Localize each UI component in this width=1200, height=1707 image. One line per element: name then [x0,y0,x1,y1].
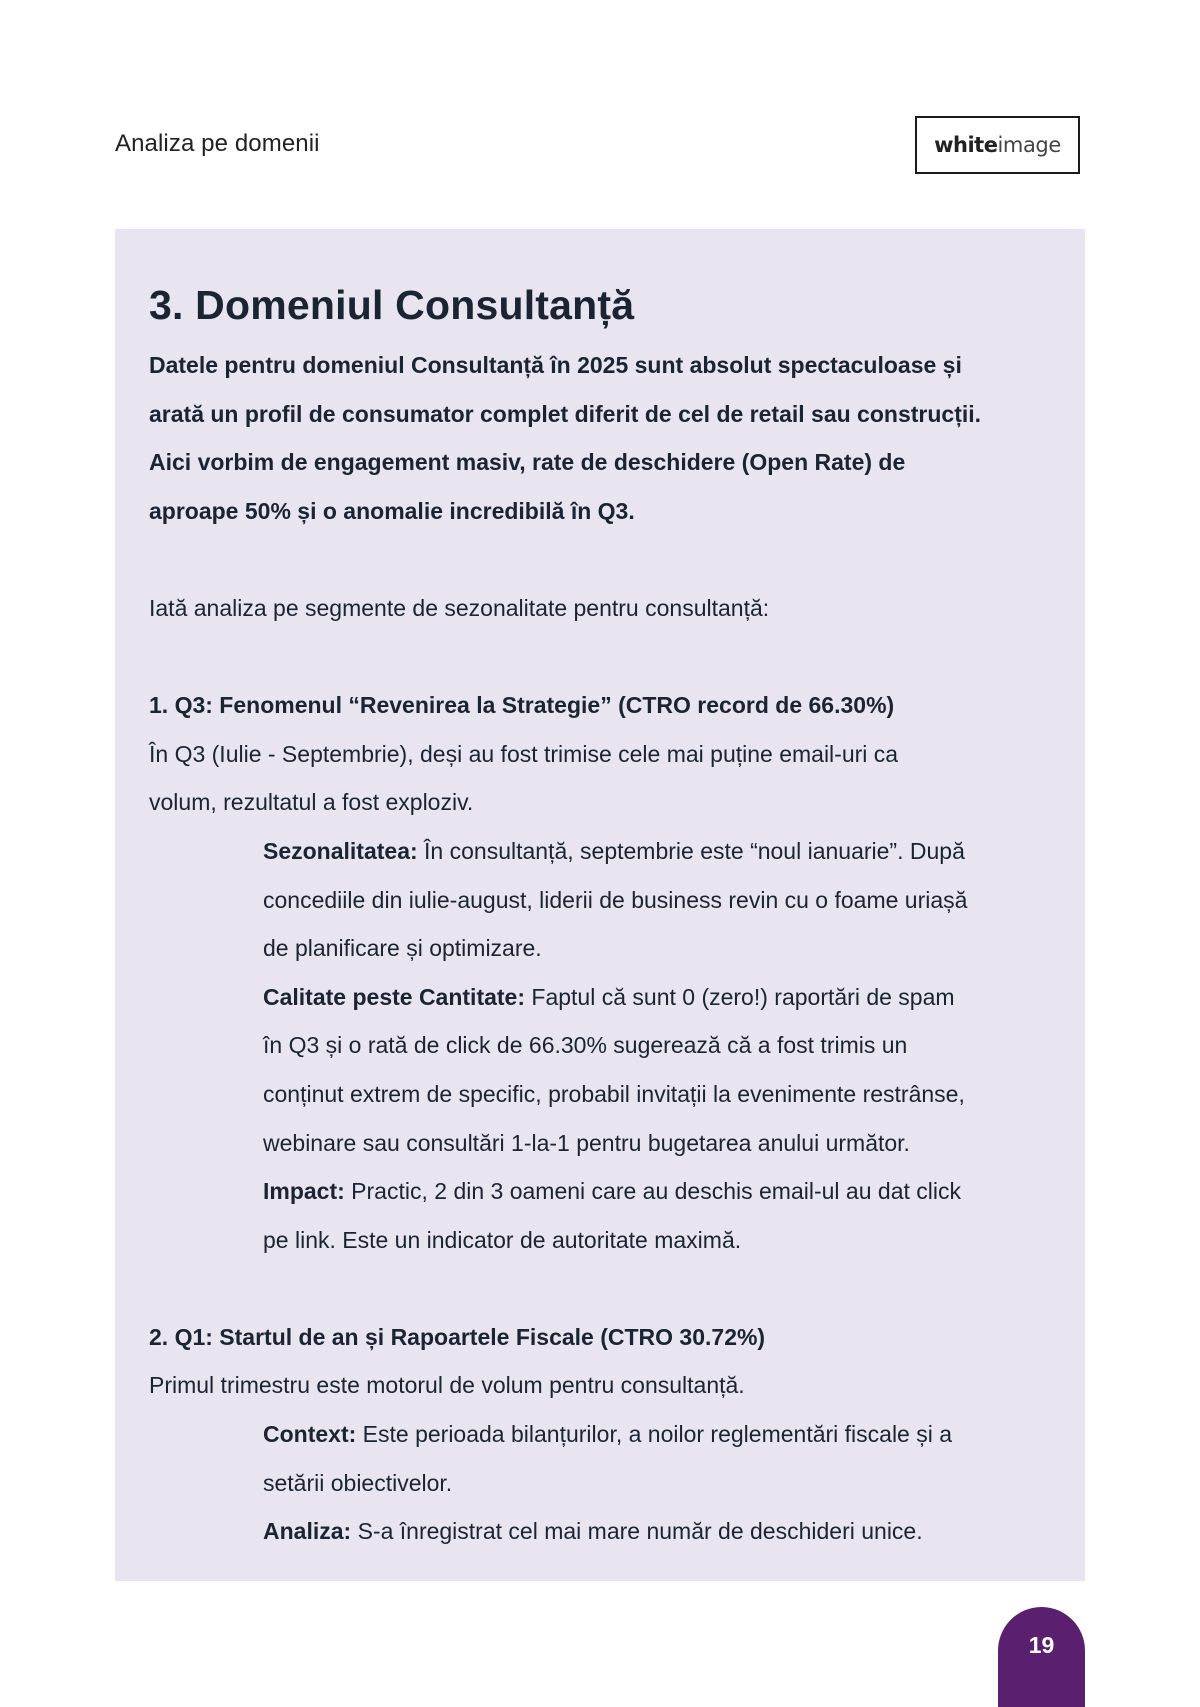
point-text: concediile din iulie-august, liderii de business revin cu o foame uriașă [263,886,968,913]
point-context [263,1410,1073,1507]
point-text: Este perioada bilanțurilor, a noilor reglementări fiscale și a [356,1421,953,1448]
point-analysis [263,1507,1073,1556]
spacer [149,633,1069,682]
section-1-heading: 1. Q3: Fenomenul “Revenirea la Strategie” (CTRO record de 66.30%) [149,692,895,719]
section-2-body [149,1361,1069,1410]
point-text: S-a înregistrat cel mai mare număr de deschideri unice. [351,1518,923,1545]
content-body [149,277,1069,1556]
point-text: pe link. Este un indicator de autoritate maximă. [263,1226,742,1253]
brand-logo [915,116,1080,174]
point-text: de planificare și optimizare. [263,935,542,962]
point-text: Practic, 2 din 3 oameni care au deschis email-ul au dat click [344,1178,961,1205]
section-1-body [149,730,1069,827]
lead-in-text: Iată analiza pe segmente de sezonalitate pentru consultanță: [149,594,770,621]
point-text: webinare sau consultări 1-la-1 pentru bugetarea anului următor. [263,1129,910,1156]
point-text: Faptul că sunt 0 (zero!) raportări de spam [525,983,955,1010]
point-label: Sezonalitatea: [263,837,418,864]
intro-line: aproape 50% și o anomalie incredibilă în Q3. [149,497,635,524]
spacer [149,1264,1069,1313]
point-impact [263,1167,1073,1264]
page-header [0,0,1200,200]
point-seasonality [263,827,1073,973]
point-text: setării obiectivelor. [263,1469,453,1496]
point-text: În consultanță, septembrie este “noul ianuarie”. După [417,837,965,864]
point-label: Impact: [263,1178,345,1205]
page-title: 3. Domeniul Consultanță [149,282,635,328]
section-2-points [149,1410,1073,1556]
logo-bold-text: white [934,133,998,157]
content-panel [115,229,1085,1581]
body-line: Primul trimestru este motorul de volum pentru consultanță. [149,1372,745,1399]
page-number-badge: 19 [998,1607,1085,1707]
section-2-heading: 2. Q1: Startul de an și Rapoartele Fiscale (CTRO 30.72%) [149,1323,766,1350]
body-line: În Q3 (Iulie - Septembrie), deși au fost trimise cele mai puține email-uri ca [149,740,899,767]
intro-line: Aici vorbim de engagement masiv, rate de deschidere (Open Rate) de [149,449,906,476]
body-line: volum, rezultatul a fost exploziv. [149,789,474,816]
section-1-points [149,827,1073,1264]
spacer [149,535,1069,584]
logo-light-text: image [997,133,1061,157]
point-label: Context: [263,1421,357,1448]
point-label: Analiza: [263,1518,352,1545]
intro-line: arată un profil de consumator complet diferit de cel de retail sau construcții. [149,400,982,427]
point-text: în Q3 și o rată de click de 66.30% sugerează că a fost trimis un [263,1032,908,1059]
intro-paragraph [149,341,1069,535]
point-text: conținut extrem de specific, probabil invitații la evenimente restrânse, [263,1080,965,1107]
point-quality [263,973,1073,1167]
section-label: Analiza pe domenii [115,130,320,157]
point-label: Calitate peste Cantitate: [263,983,526,1010]
intro-line: Datele pentru domeniul Consultanță în 2025 sunt absolut spectaculoase și [149,352,962,378]
